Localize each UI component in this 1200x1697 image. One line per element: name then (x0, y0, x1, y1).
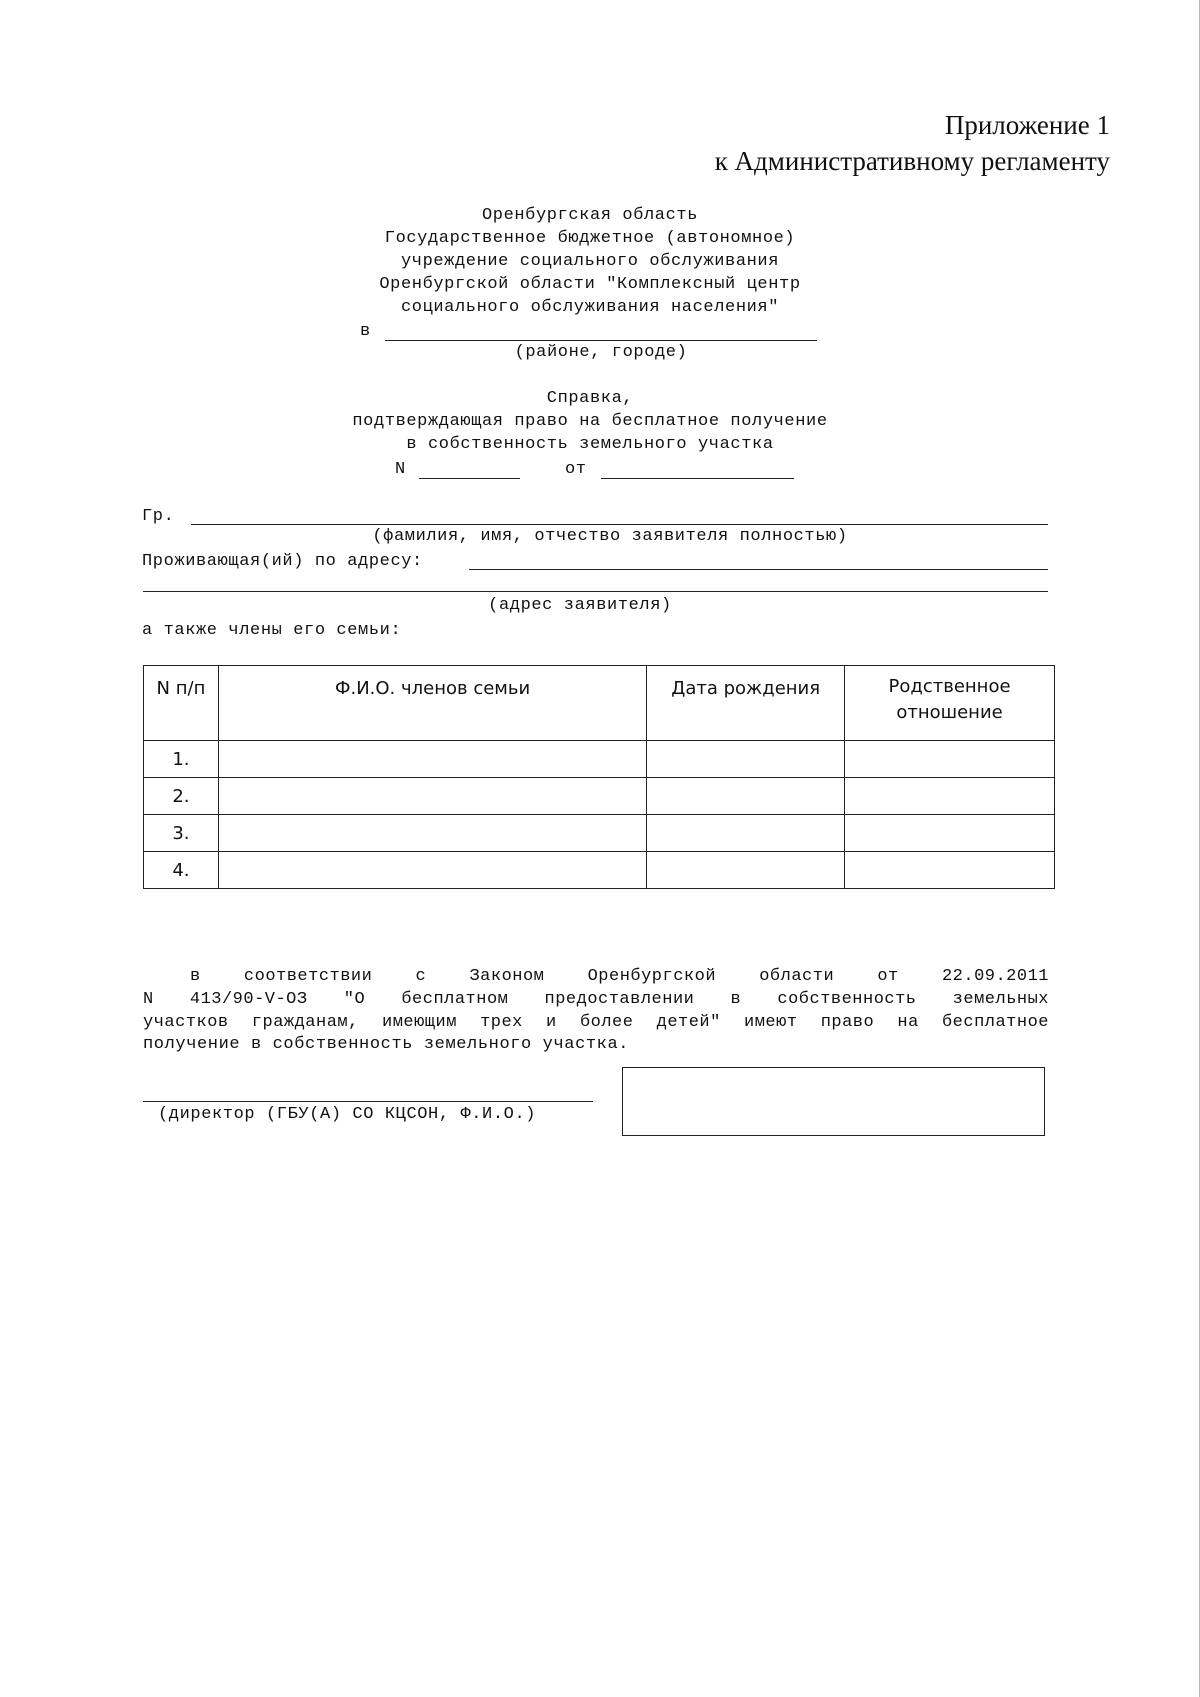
org-line-5: социального обслуживания населения" (400, 298, 780, 317)
row-number: 4. (144, 852, 219, 889)
header-number: N п/п (144, 666, 219, 741)
address-label: Проживающая(ий) по адресу: (142, 552, 423, 571)
signature-line (143, 1101, 593, 1102)
citizen-name-hint: (фамилия, имя, отчество заявителя полностью) (372, 527, 848, 546)
certificate-subtitle-1: подтверждающая право на бесплатное получение (352, 412, 828, 431)
relationship-cell[interactable] (845, 741, 1055, 778)
full-name-cell[interactable] (218, 741, 646, 778)
full-name-cell[interactable] (218, 815, 646, 852)
header-full-name: Ф.И.О. членов семьи (218, 666, 646, 741)
district-hint: (районе, городе) (514, 343, 688, 362)
birth-date-cell[interactable] (647, 852, 845, 889)
row-number: 1. (144, 741, 219, 778)
citizen-label: Гр. (142, 507, 175, 526)
number-label: N (395, 460, 406, 479)
law-text-line-1: в соответствии с Законом Оренбургской области от 22.09.2011 (190, 967, 1049, 986)
row-number: 3. (144, 815, 219, 852)
birth-date-cell[interactable] (647, 815, 845, 852)
stamp-box (622, 1067, 1045, 1136)
address-blank-line-2 (143, 591, 1048, 592)
date-blank-line (601, 478, 794, 479)
law-text-line-4: получение в собственность земельного участка. (143, 1035, 630, 1054)
table-header-row (144, 666, 1055, 741)
certificate-title: Справка, (546, 389, 634, 408)
relationship-cell[interactable] (845, 778, 1055, 815)
date-from-label: от (565, 460, 587, 479)
address-blank-line-1 (469, 569, 1048, 570)
header-relationship: Родственное отношение (845, 666, 1055, 741)
family-members-table (143, 665, 1055, 889)
district-blank-line (385, 340, 817, 341)
birth-date-cell[interactable] (647, 741, 845, 778)
relationship-cell[interactable] (845, 852, 1055, 889)
number-blank-line (419, 478, 520, 479)
law-text-line-3: участков гражданам, имеющим трех и более детей" имеют право на бесплатное (143, 1013, 1049, 1032)
org-in-prefix: в (360, 322, 371, 341)
row-number: 2. (144, 778, 219, 815)
org-line-1: Оренбургская область (481, 206, 699, 225)
table-row (144, 741, 1055, 778)
director-signature-hint: (директор (ГБУ(А) СО КЦСОН, Ф.И.О.) (158, 1105, 537, 1124)
relationship-cell[interactable] (845, 815, 1055, 852)
law-text-line-2: N 413/90-V-ОЗ "О бесплатном предоставлении в собственность земельных (143, 990, 1049, 1009)
family-intro: а также члены его семьи: (142, 621, 402, 640)
table-row (144, 778, 1055, 815)
citizen-name-blank-line (191, 524, 1048, 525)
full-name-cell[interactable] (218, 852, 646, 889)
org-line-3: учреждение социального обслуживания (400, 252, 780, 271)
full-name-cell[interactable] (218, 778, 646, 815)
appendix-reference: к Административному регламенту (714, 146, 1110, 176)
table-row (144, 852, 1055, 889)
org-line-2: Государственное бюджетное (автономное) (384, 229, 796, 248)
table-row (144, 815, 1055, 852)
birth-date-cell[interactable] (647, 778, 845, 815)
certificate-subtitle-2: в собственность земельного участка (406, 435, 774, 454)
appendix-number: Приложение 1 (944, 110, 1110, 140)
address-hint: (адрес заявителя) (488, 596, 672, 615)
header-birth-date: Дата рождения (647, 666, 845, 741)
org-line-4: Оренбургской области "Комплексный центр (379, 275, 801, 294)
